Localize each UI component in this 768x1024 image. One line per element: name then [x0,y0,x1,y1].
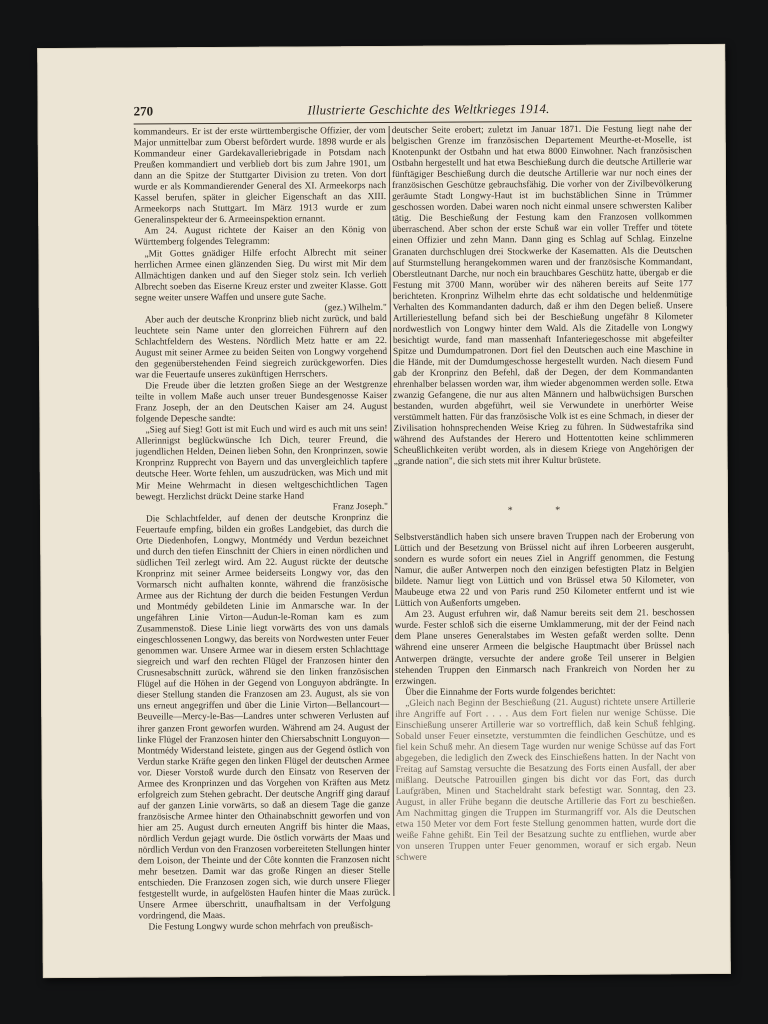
paragraph: Am 24. August richtete der Kaiser an den König von Württemberg folgendes Telegramm: [134,225,387,248]
section-separator: * * [507,504,581,517]
page-number: 270 [133,103,154,119]
newspaper-page [37,44,731,978]
paragraph: kommandeurs. Er ist der erste württembergische Offizier, der vom Major unmittelbar zum Oberst befördert wurde. 1898 wurde er als Kommandeur einer Gardekavalleriebrigade in Potsdam nach Preußen kommandiert und verblieb dort bis zum Jahre 1901, um dann an die Spitze der Stuttgarter Division zu treten. Von dort wurde er als Kommandierender General des XI. Armeekorps nach Kassel berufen, später in gleicher Eigenschaft an das XIII. Armeekorps nach Stuttgart. Im März 1913 wurde er zum Generalinspekteur der 6. Armeeinspektion ernannt. [133,125,387,226]
quoted-depesche: „Sieg auf Sieg! Gott ist mit Euch und wird es auch mit uns sein! Allerinnigst beglückwünsche Ich Dich, teurer Freund, die jugendlichen Helden, Deinen lieben Sohn, den Kronprinzen, sowie Kronprinz Rupprecht von Bayern und das unvergleichlich tapfere deutsche Heer. Worte fehlen, um auszudrücken, was Mich und mit Mir Meine Wehrmacht in diesen weltgeschichtlichen Tagen bewegt. Herzlichst drückt Deine starke Hand [135,424,388,503]
paragraph: Die Festung Longwy wurde schon mehrfach von preußisch- [148,921,374,933]
quoted-report: „Gleich nach Beginn der Beschießung (21. August) richtete unsere Artillerie ihre Angriffe auf Fort . . . . Aus dem Fort fielen nur wenige Schüsse. Die Einschießung unserer Artillerie war so vortrefflich, daß kein Schuß fehlging. Sobald unser Feuer einsetzte, verstummten die feindlichen Geschütze, und es fiel kein Schuß mehr. An diesem Tage wurden nur wenige Schüsse auf das Fort abgegeben, die lediglich den Zweck des Einschießens hatten. In der Nacht von Freitag auf Samstag versuchte die Besatzung des Forts einen Ausfall, der aber mißlang. Deutsche Patrouillen gingen bis dicht vor das Fort, das durch Laufgräben, Minen und Stacheldraht stark befestigt war. Sonntag, den 23. August, in aller Frühe begann die deutsche Artillerie das Fort zu beschießen. Am Nachmittag gingen die Truppen im Sturmangriff vor. Als die Deutschen etwa 150 Meter vor dem Fort feste Stellung genommen hatten, wurde dort die weiße Fahne gehißt. Ein Teil der Besatzung suchte zu entfliehen, wurde aber von unseren Truppen unter Feuer genommen, worauf er sich ergab. Neun schwere [395,696,697,864]
quoted-telegram: „Mit Gottes gnädiger Hilfe erfocht Albrecht mit seiner herrlichen Armee einen glänzenden Sieg. Du wirst mit Mir dem Allmächtigen danken und auf den Sieger stolz sein. Ich verlieh Albrecht soeben das Eiserne Kreuz erster und zweiter Klasse. Gott segne weiter unsere Waffen und unsere gute Sache. [134,247,387,304]
paragraph: Aber auch der deutsche Kronprinz blieb nicht zurück, und bald leuchtete sein Name unter den glorreichen Führern auf den Schlachtfeldern des Westens. Nördlich Metz hatte er am 22. August mit seiner Armee zu beiden Seiten von Longwy vorgehend den gegenüberstehenden Feind siegreich zurückgeworfen. Dies war die Feuertaufe unseres zukünftigen Herrschers. [134,313,388,381]
paragraph: Die Schlachtfelder, auf denen der deutsche Kronprinz die Feuertaufe empfing, bilden ein großes Landgebiet, das durch die Orte Diedenhofen, Longwy, Montmédy und Verdun bezeichnet und durch den tiefen Einschnitt der Chiers in einen nördlichen und südlichen Teil zerlegt wird. Am 22. August rückte der deutsche Kronprinz mit seiner Armee beiderseits Longwy vor, das den Vormarsch nicht aufhalten konnte, während die französische Armee aus der Richtung der durch die beiden Festungen Verdun und Montmédy gebildeten Linie im Anmarsche war. In der ungefähren Linie Virton—Audun-le-Roman kam es zum Zusammenstoß. Diese Linie liegt vorwärts des von uns damals eingeschlossenen Longwy, das bereits von Nordwesten unter Feuer genommen war. Unsere Armee war in diesem ersten Schlachttage siegreich und warf den rechten Flügel der Franzosen hinter den Crusnesabschnitt zurück, während sie den linken französischen Flügel auf die Höhen in der Gegend von Longuyon abdrängte. In dieser Stellung standen die Franzosen am 23. August, als sie von uns erneut angegriffen und über die Linie Virton—Bellancourt—Beuveille—Mercy-le-Bas—Landres unter schweren Verlusten auf ihrer ganzen Front geworfen wurden. Während am 24. August der linke Flügel der Franzosen hinter den Chiersabschnitt Longuyon—Montmédy Widerstand leistete, gingen aus der Gegend östlich von Verdun starke Kräfte gegen den linken Flügel der deutschen Armee vor. Dieser Vorstoß wurde durch den Einsatz von Reserven der Armee des Kronprinzen und das Vorgehen von Kräften aus Metz erfolgreich zum Stehen gebracht. Der deutsche Angriff ging darauf auf der ganzen Linie vorwärts, so daß an diesem Tage die ganze französische Armee hinter den Othainabschnitt geworfen und von hier am 25. August durch erneuten Angriff bis hinter die Maas, nördlich Verdun gejagt wurde. Die östlich vorwärts der Maas und nördlich Verdun von den Franzosen vorbereiteten Stellungen hinter dem Loison, der Theinte und der Côte konnten die Franzosen nicht mehr besetzen. Damit war das große Ringen an dieser Stelle entschieden. Die Franzosen zogen sich, wie durch unsere Flieger festgestellt wurde, in aufgelösten Haufen hinter die Maas zurück. Unsere Armee überschritt, unaufhaltsam in der Verfolgung vordringend, die Maas. [136,512,391,922]
paragraph: Selbstverständlich haben sich unsere braven Truppen nach der Eroberung von Lüttich und der Besetzung von Brüssel nicht auf ihren Lorbeeren ausgeruht, sondern es wurde sofort ein neues Ziel in Angriff genommen, die Festung Namur, die außer Antwerpen noch den einzigen befestigten Platz in Belgien bildete. Namur liegt von Lüttich und von Brüssel etwa 50 Kilometer, von Maubeuge etwa 22 und von Paris rund 250 Kilometer entfernt und ist wie Lüttich von Außenforts umgeben. [394,531,695,610]
paragraph: deutscher Seite erobert; zuletzt im Januar 1871. Die Festung liegt nahe der belgischen Grenze im französischen Departement Meurthe-et-Moselle, ist Knotenpunkt der Ostbahn und hat etwa 8000 Einwohner. Nach französischen Ostbahn hergestellt und hat etwa Beschießung durch die deutsche Artillerie war fünftägiger Beschießung durch die deutsche Artillerie war nur noch eines der französischen Geschütze gebrauchsfähig. Die vorher von der Zivilbevölkerung geräumte Stadt Longwy-Haut ist im buchstäblichen Sinne in Trümmer geschossen worden. Dabei waren noch nicht einmal unsere schwersten Kaliber tätig. Die Beschießung der Festung kam den Franzosen vollkommen überraschend. Aber schon der erste Schuß war ein voller Treffer und tötete einen Offizier und zehn Mann. Dann ging es Schlag auf Schlag. Einzelne Granaten durchschlugen drei Stockwerke der Kasematten. Als die Deutschen auf Sturmstellung herangekommen waren und der französische Kommandant, Oberstleutnant Darche, nur noch ein brauchbares Geschütz hatte, übergab er die Festung mit 3700 Mann, worüber wir des näheren bereits auf Seite 177 berichteten. Kronprinz Wilhelm ehrte das echt soldatische und heldenmütige Verhalten des Kommandanten dadurch, daß er ihm den Degen beließ. Unsere Artilleriestellung befand sich bei der Beschießung ungefähr 8 Kilometer nordwestlich von Longwy hinter dem Wald. Als die Zitadelle von Longwy besichtigt wurde, fand man massenhaft Infanteriegeschosse mit abgefeilter Spitze und Dumdumpatronen. Dort fiel den Deutschen auch eine Maschine in die Hände, mit der Dumdumgeschosse hergestellt wurden. Nach diesem Fund gab der Kronprinz den Befehl, daß der Degen, der dem Kommandanten ehrenhalber belassen worden war, ihm wieder abgenommen werden solle. Etwa zwanzig Gefangene, die nur aus alten Männern und halbwüchsigen Burschen bestanden, wurden abgeführt, weil sie Verwundete in unerhörter Weise verstümmelt hatten. Für das französische Volk ist es eine Schmach, in dieser der Zivilisation hohnsprechenden Weise Krieg zu führen. In Südwestafrika sind während des Aufstandes der Herero und Hottentotten keine schlimmeren Scheußlichkeiten verübt worden, als in diesem Kriege von Angehörigen der „grande nation", die sich stets mit ihrer Kultur brüstete. [391,124,694,468]
right-column [392,124,697,1006]
signature-franz-joseph: Franz Joseph." [332,501,389,512]
running-head [134,100,724,122]
page-title: Illustrierte Geschichte des Weltkrieges 1914. [307,100,550,118]
left-column [134,126,391,1008]
paragraph: Am 23. August erfuhren wir, daß Namur bereits seit dem 21. beschossen wurde. Fester schloß sich die eiserne Umklammerung, mit der der Feind nach dem Plane unseres Generalstabes im Westen gefaßt werden sollte. Denn während eine unserer Armeen die belgische Hauptmacht über Brüssel nach Antwerpen drängte, versuchte der andere große Teil unserer in Belgien stehenden Truppen den Einmarsch nach Frankreich von Norden her zu erzwingen. [394,608,695,687]
paragraph: Die Freude über die letzten großen Siege an der Westgrenze teilte in vollem Maße auch unser treuer Bundesgenosse Kaiser Franz Joseph, der an den Deutschen Kaiser am 24. August folgende Depesche sandte: [135,380,388,425]
right-column-bottom [394,531,696,864]
right-column-top [392,124,694,468]
signature-wilhelm: (gez.) Wilhelm." [324,302,387,314]
paragraph: Über die Einnahme der Forts wurde folgendes berichtet: [405,686,616,698]
